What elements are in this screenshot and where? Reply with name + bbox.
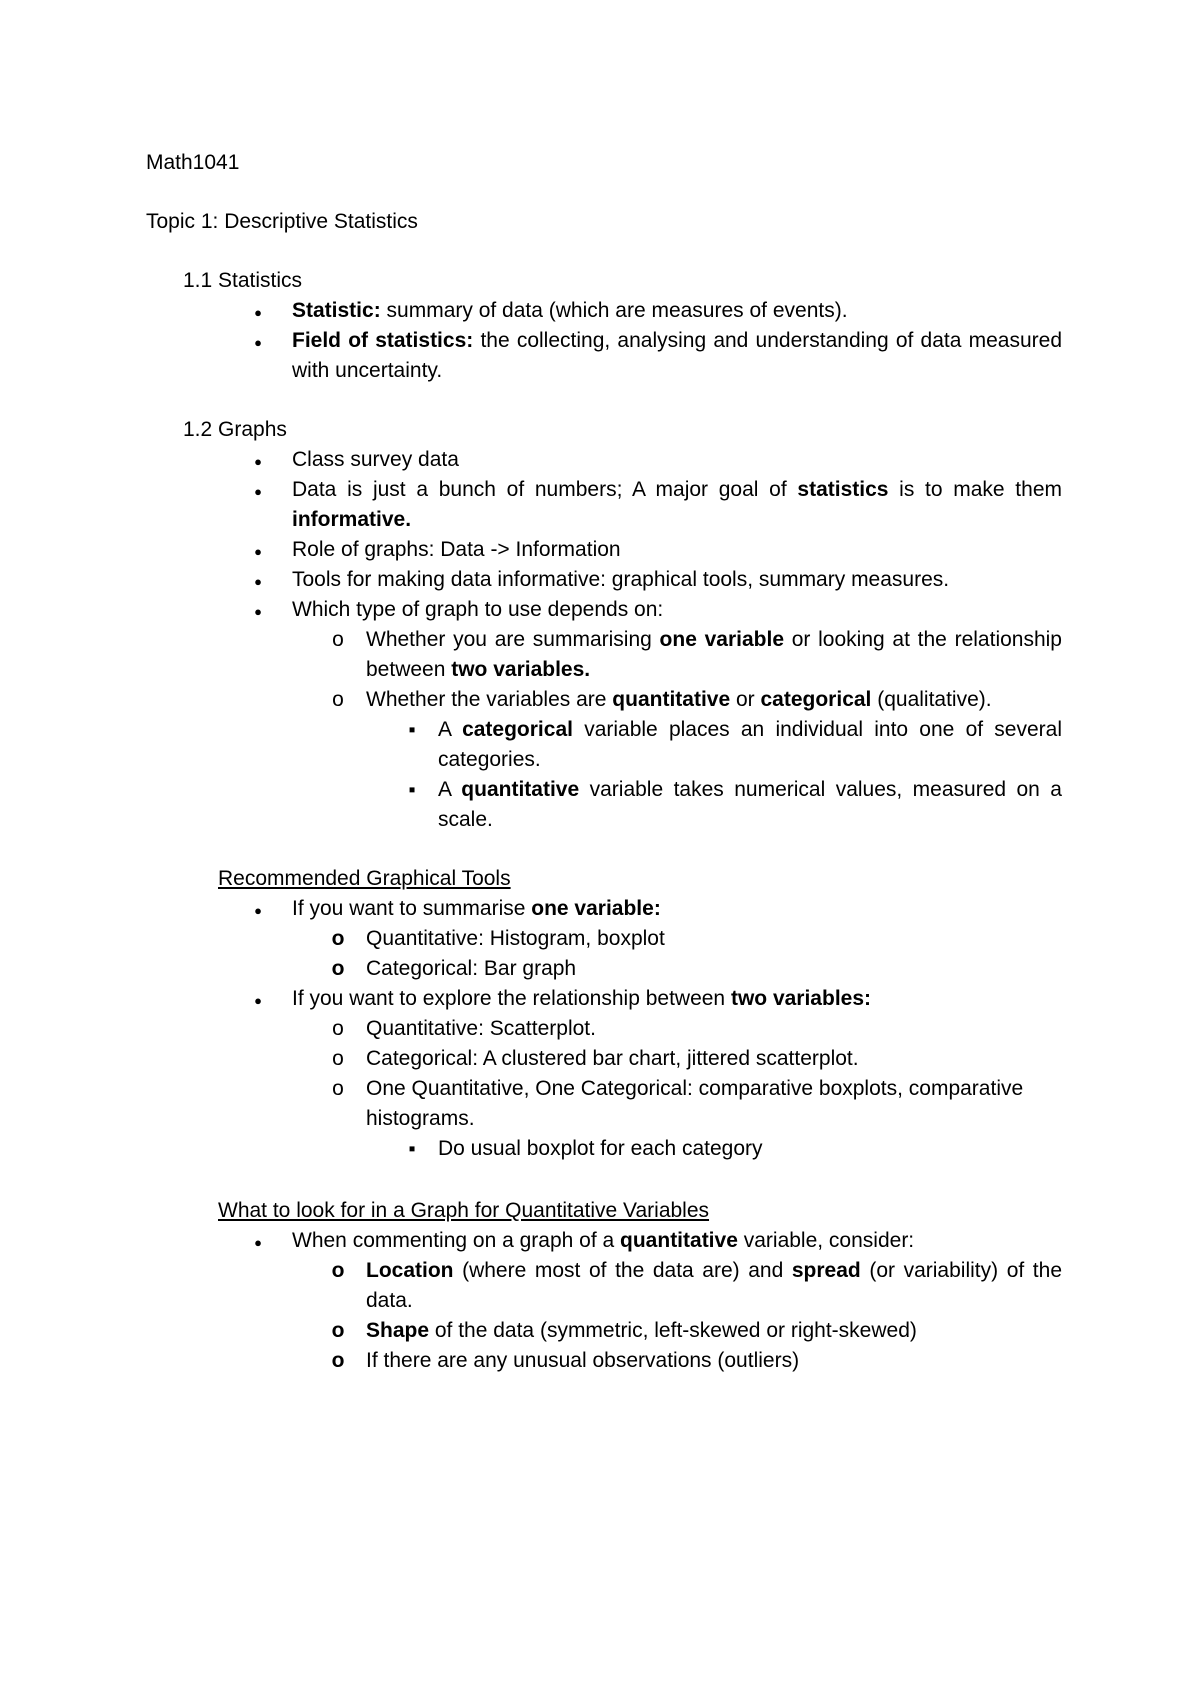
hollow-bullet-icon [328, 1044, 348, 1074]
hollow-bullet-icon [328, 1256, 348, 1286]
hollow-bullet-icon [328, 924, 348, 954]
hollow-bullet-icon [328, 1014, 348, 1044]
square-bullet-icon [402, 1134, 422, 1164]
hollow-bullet-icon [328, 1316, 348, 1346]
bullet-icon [248, 445, 268, 477]
square-bullet-icon [402, 715, 422, 745]
section-heading-graphs: 1.2 Graphs [183, 418, 287, 441]
topic-title: Topic 1: Descriptive Statistics [146, 210, 418, 233]
bullet-icon [248, 984, 268, 1016]
hollow-bullet-icon [328, 1074, 348, 1104]
bullet-icon [248, 326, 268, 358]
square-bullet-icon [402, 775, 422, 805]
bullet-icon [248, 595, 268, 627]
bullet-icon [248, 565, 268, 597]
document-page: Math1041 Topic 1: Descriptive Statistics 1.1 Statistics ● Statistic: summary of data (which are measures of events). ● Field of statistics: the collecting, analysing and understanding of data measured with uncertainty. 1.2 Graphs ● Class survey data ● Data is just a bunch of numbers; A major goal of statistics is to make them informative. ● Role of graphs: Data -> Information ● Tools for making data informative: graphical tools, summary measures. ● Which type of graph to use depends on: o Whether you are summarising one variable or looking at the relationship between two variables. o Whether the variables are quantitative or categorical (qualitative). ▪ A categorical variable places an individual into one of several categories. ▪ A quantitative variable takes numerical values, measured on a scale. Recommended Graphical Tools ● If you want to summarise one variable: o Quantitative: Histogram, boxplot o Categorical: Bar graph ● If you want to explore the relationship between two variables: o Quantitative: Scatterplot. o Categorical: A clustered bar chart, jittered scatterplot. o One Quantitative, One Categorical: comparative boxplots, comparative histograms. ▪ Do usual boxplot for each category What to look for in a Graph for Quantitative Variables ● When commenting on a graph of a quantitative variable, consider: o Location (where most of the data are) and spread (or variability) of the data. o Shape of the data (symmetric, left-skewed or right-skewed) o If there are any unusual observations (outliers) [0, 0, 1200, 1698]
bullet-icon [248, 1226, 268, 1258]
hollow-bullet-icon [328, 954, 348, 984]
section-heading-statistics: 1.1 Statistics [183, 269, 303, 292]
section-heading-what-to-look-for: What to look for in a Graph for Quantitative Variables [218, 1199, 710, 1222]
bullet-icon [248, 296, 268, 328]
bullet-icon [248, 535, 268, 567]
hollow-bullet-icon [328, 625, 348, 655]
hollow-bullet-icon [328, 685, 348, 715]
course-title: Math1041 [146, 151, 240, 174]
bullet-icon [248, 475, 268, 507]
bullet-icon [248, 894, 268, 926]
hollow-bullet-icon [328, 1346, 348, 1376]
section-heading-recommended-tools: Recommended Graphical Tools [218, 867, 511, 890]
